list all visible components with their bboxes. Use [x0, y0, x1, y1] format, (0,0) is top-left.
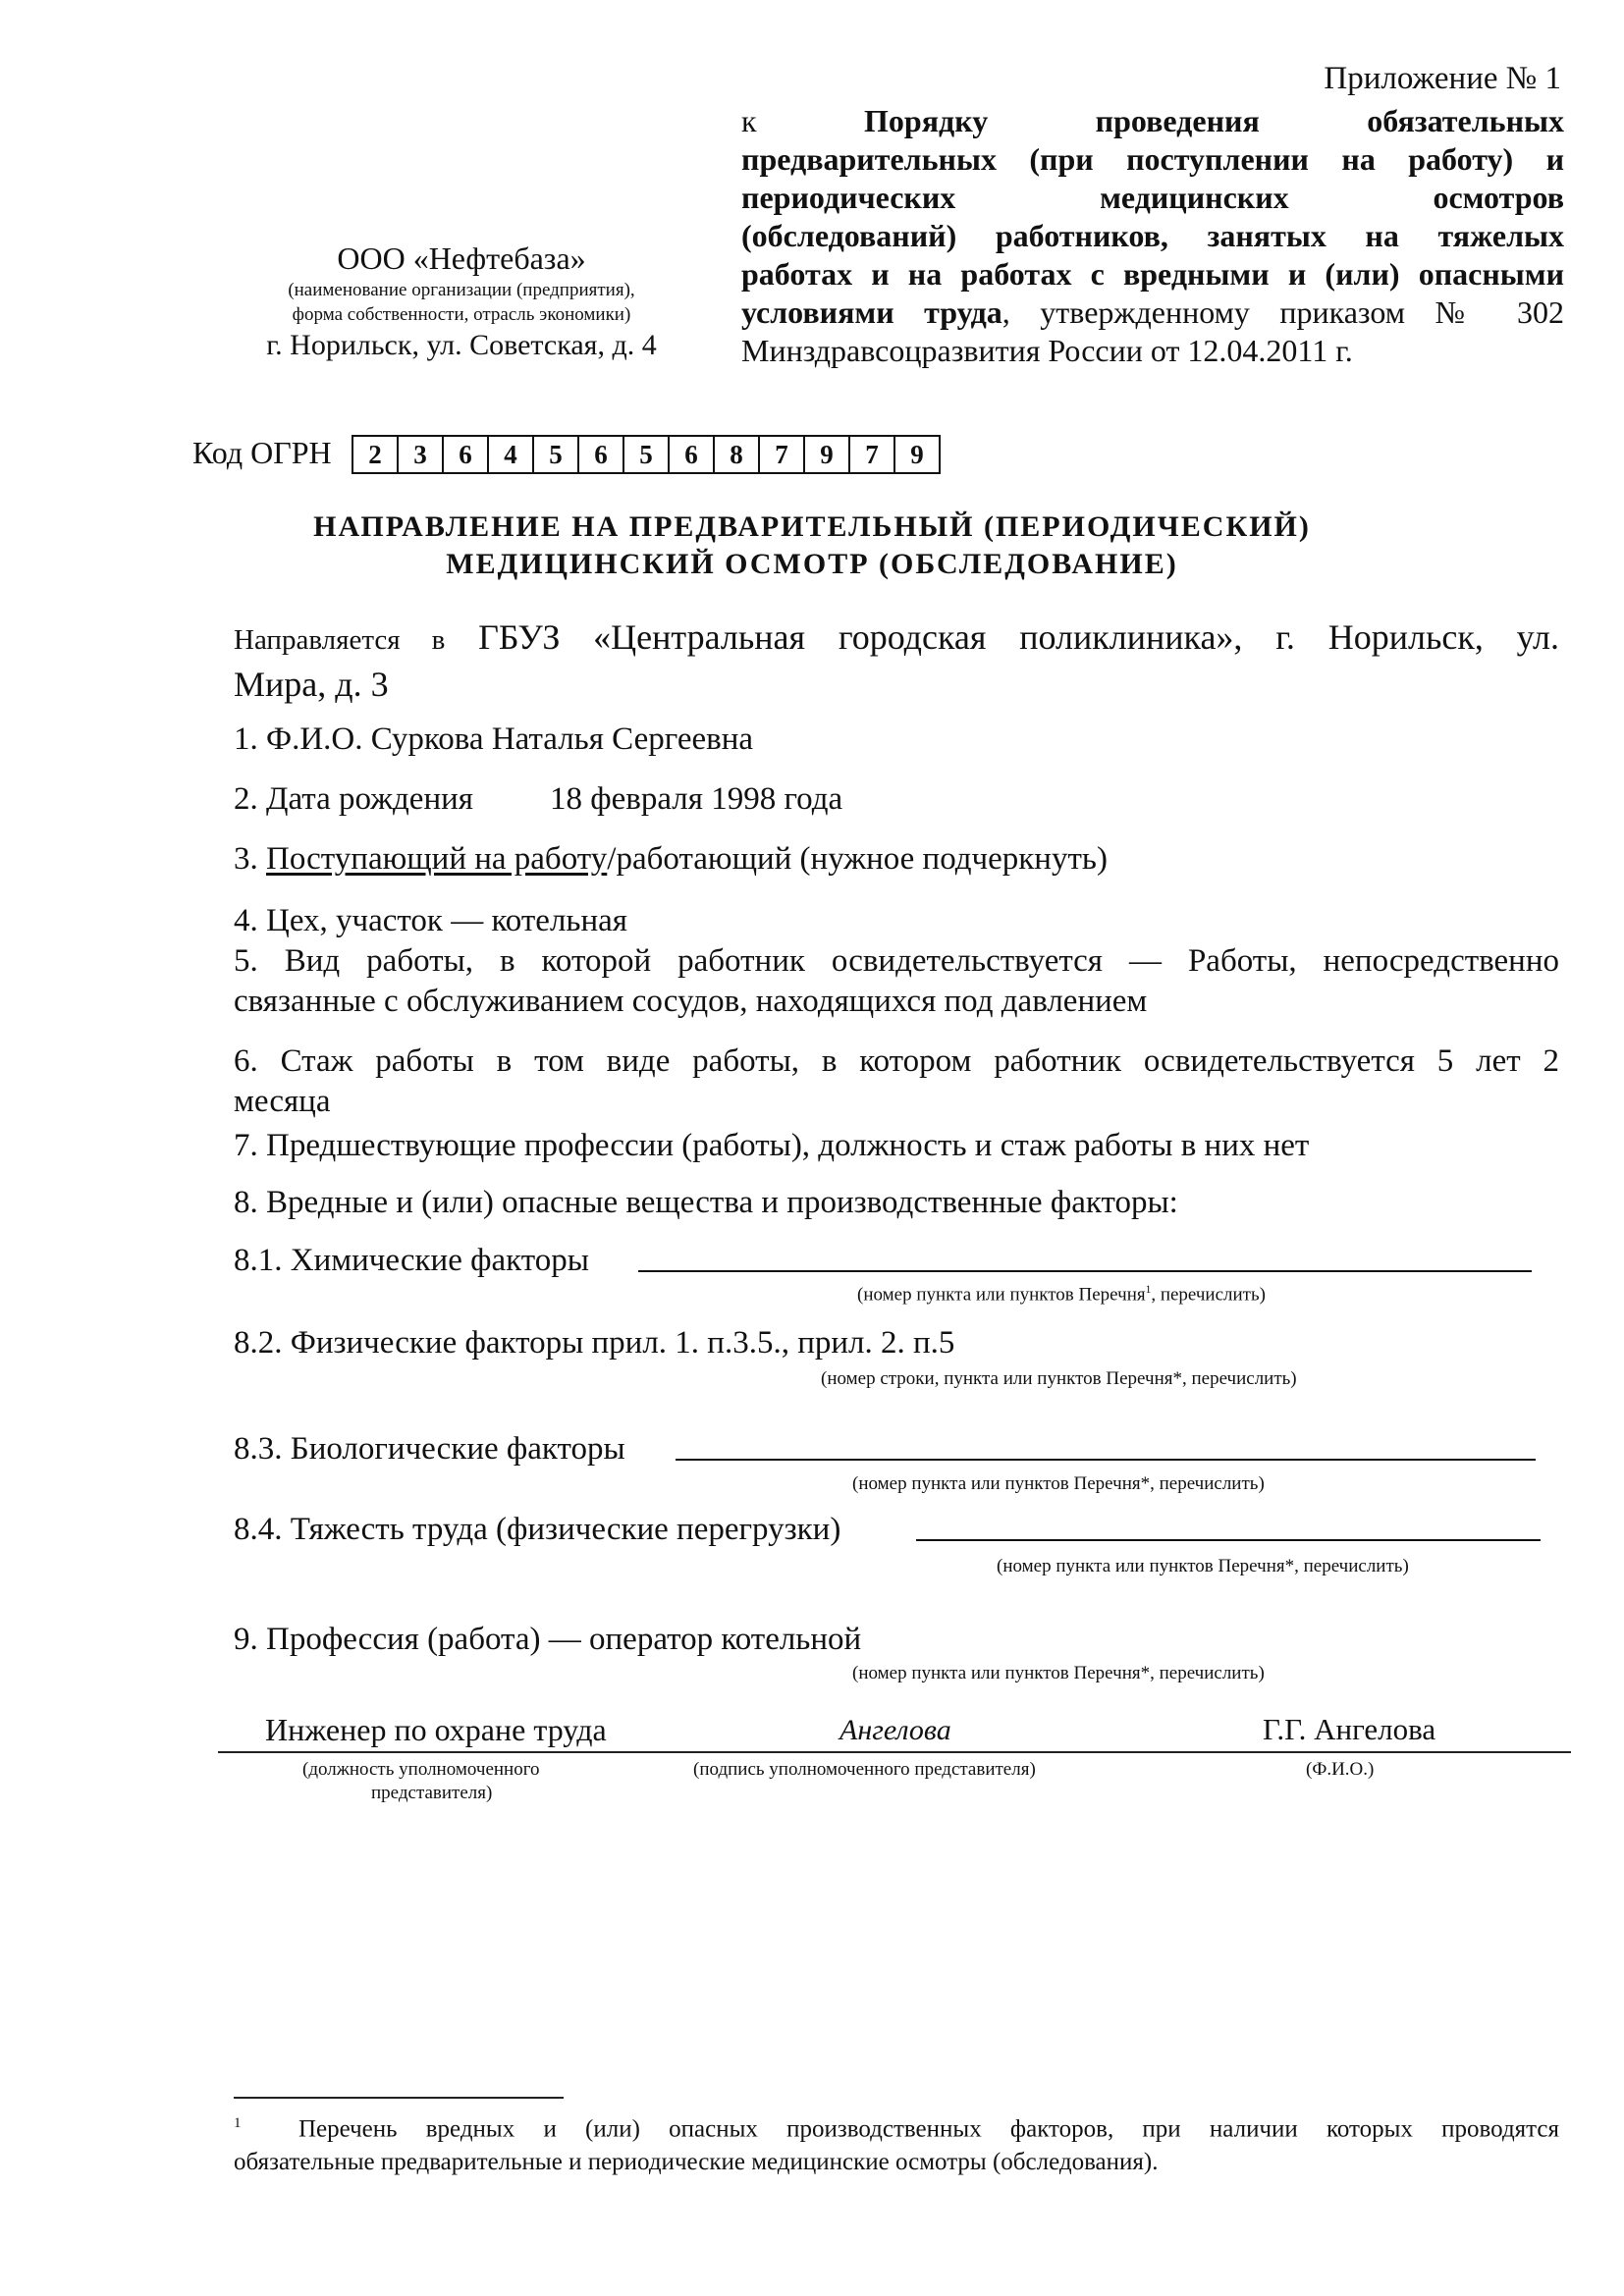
ogrn-label: Код ОГРН [192, 435, 332, 470]
item-previous: 7. Предшествующие профессии (работы), должность и стаж работы в них нет [234, 1128, 1310, 1163]
ogrn-digit: 9 [805, 435, 850, 474]
footnote-rule [234, 2097, 564, 2099]
position-caption: представителя) [371, 1783, 493, 1803]
item-status: 3. Поступающий на работу/работающий (нужное подчеркнуть) [234, 841, 1108, 877]
ogrn-digit: 7 [760, 435, 805, 474]
item-profession: 9. Профессия (работа) — оператор котельной [234, 1622, 862, 1657]
ogrn-digit: 9 [895, 435, 941, 474]
footnote-line: обязательные предварительные и периодические медицинские осмотры (обследования). [234, 2149, 1159, 2176]
order-line: предварительных (при поступлении на работу) и [741, 141, 1564, 177]
chemical-blank-line [638, 1270, 1532, 1272]
item-workshop: 4. Цех, участок — котельная [234, 903, 627, 938]
chemical-caption: (номер пункта или пунктов Перечня$^1$, перечислить) [857, 1284, 1266, 1306]
ogrn-digit: 7 [850, 435, 895, 474]
signatory-position: Инженер по охране труда [265, 1712, 607, 1747]
physical-caption: (номер строки, пункта или пунктов Перечня*, перечислить) [821, 1368, 1297, 1389]
order-line: условиями труда, утвержденному приказом № 302 [741, 294, 1565, 330]
signature-caption: (подпись уполномоченного представителя) [693, 1759, 1036, 1780]
item-work-type: 5. Вид работы, в которой работник освидетельствуется — Работы, непосредственно [234, 943, 1559, 979]
item-physical: 8.2. Физические факторы прил. 1. п.3.5., прил. 2. п.5 [234, 1325, 955, 1361]
biological-blank-line [676, 1459, 1536, 1461]
labor-blank-line [916, 1539, 1541, 1541]
order-line: к Порядку проведения обязательных [741, 103, 1565, 138]
organization-address: г. Норильск, ул. Советская, д. 4 [266, 329, 657, 361]
organization-name: ООО «Нефтебаза» [337, 240, 586, 276]
ogrn-digit: 2 [353, 435, 399, 474]
labor-caption: (номер пункта или пунктов Перечня*, перечислить) [997, 1556, 1409, 1576]
name-caption: (Ф.И.О.) [1306, 1759, 1375, 1780]
organization-caption: форма собственности, отрасль экономики) [292, 304, 631, 325]
organization-block [245, 239, 677, 364]
order-line: (обследований) работников, занятых на тяжелых [741, 218, 1564, 253]
ogrn-digit: 5 [534, 435, 579, 474]
ogrn-digit: 6 [670, 435, 715, 474]
document-title: МЕДИЦИНСКИЙ ОСМОТР (ОБСЛЕДОВАНИЕ) [446, 548, 1178, 580]
order-line: работах и на работах с вредными и (или) опасными [741, 256, 1564, 292]
item-experience: месяца [234, 1084, 331, 1119]
ogrn-digit: 3 [399, 435, 444, 474]
order-line: Минздравсоцразвития России от 12.04.2011 г. [741, 333, 1353, 368]
referral-line: Направляется в ГБУЗ «Центральная городская поликлиника», г. Норильск, ул. [234, 617, 1560, 657]
item-labor-label: 8.4. Тяжесть труда (физические перегрузки) [234, 1512, 841, 1547]
footnote-line: $^1$ Перечень вредных и (или) опасных производственных факторов, при наличии которых проводятся [234, 2115, 1560, 2143]
order-line: периодических медицинских осмотров [741, 180, 1564, 215]
signature-rule [218, 1751, 1571, 1753]
item-work-type: связанные с обслуживанием сосудов, находящихся под давлением [234, 984, 1148, 1019]
ogrn-digit-boxes [352, 435, 941, 474]
document-title: НАПРАВЛЕНИЕ НА ПРЕДВАРИТЕЛЬНЫЙ (ПЕРИОДИЧЕСКИЙ) [313, 510, 1311, 543]
organization-caption: (наименование организации (предприятия), [288, 280, 635, 300]
item-experience: 6. Стаж работы в том виде работы, в котором работник освидетельствуется 5 лет 2 [234, 1043, 1559, 1079]
item-chemical-label: 8.1. Химические факторы [234, 1243, 589, 1278]
ogrn-digit: 6 [444, 435, 489, 474]
status-selected: Поступающий на работу [266, 841, 608, 877]
profession-caption: (номер пункта или пунктов Перечня*, перечислить) [852, 1663, 1265, 1683]
signature: Ангелова [839, 1714, 951, 1746]
footnote [234, 2107, 1559, 2179]
item-factors-heading: 8. Вредные и (или) опасные вещества и производственные факторы: [234, 1185, 1178, 1220]
order-reference [741, 102, 1564, 370]
item-dob-label: 2. Дата рождения [234, 781, 473, 817]
appendix-number: Приложение № 1 [1324, 61, 1561, 96]
position-caption: (должность уполномоченного [302, 1759, 540, 1780]
ogrn-digit: 6 [579, 435, 624, 474]
referral-line: Мира, д. 3 [234, 665, 389, 704]
item-dob-value: 18 февраля 1998 года [550, 781, 843, 817]
ogrn-digit: 8 [715, 435, 760, 474]
biological-caption: (номер пункта или пунктов Перечня*, перечислить) [852, 1473, 1265, 1494]
signatory-name: Г.Г. Ангелова [1263, 1712, 1436, 1746]
item-biological-label: 8.3. Биологические факторы [234, 1431, 625, 1467]
item-fio: 1. Ф.И.О. Суркова Наталья Сергеевна [234, 721, 753, 757]
ogrn-digit: 5 [624, 435, 670, 474]
ogrn-digit: 4 [489, 435, 534, 474]
